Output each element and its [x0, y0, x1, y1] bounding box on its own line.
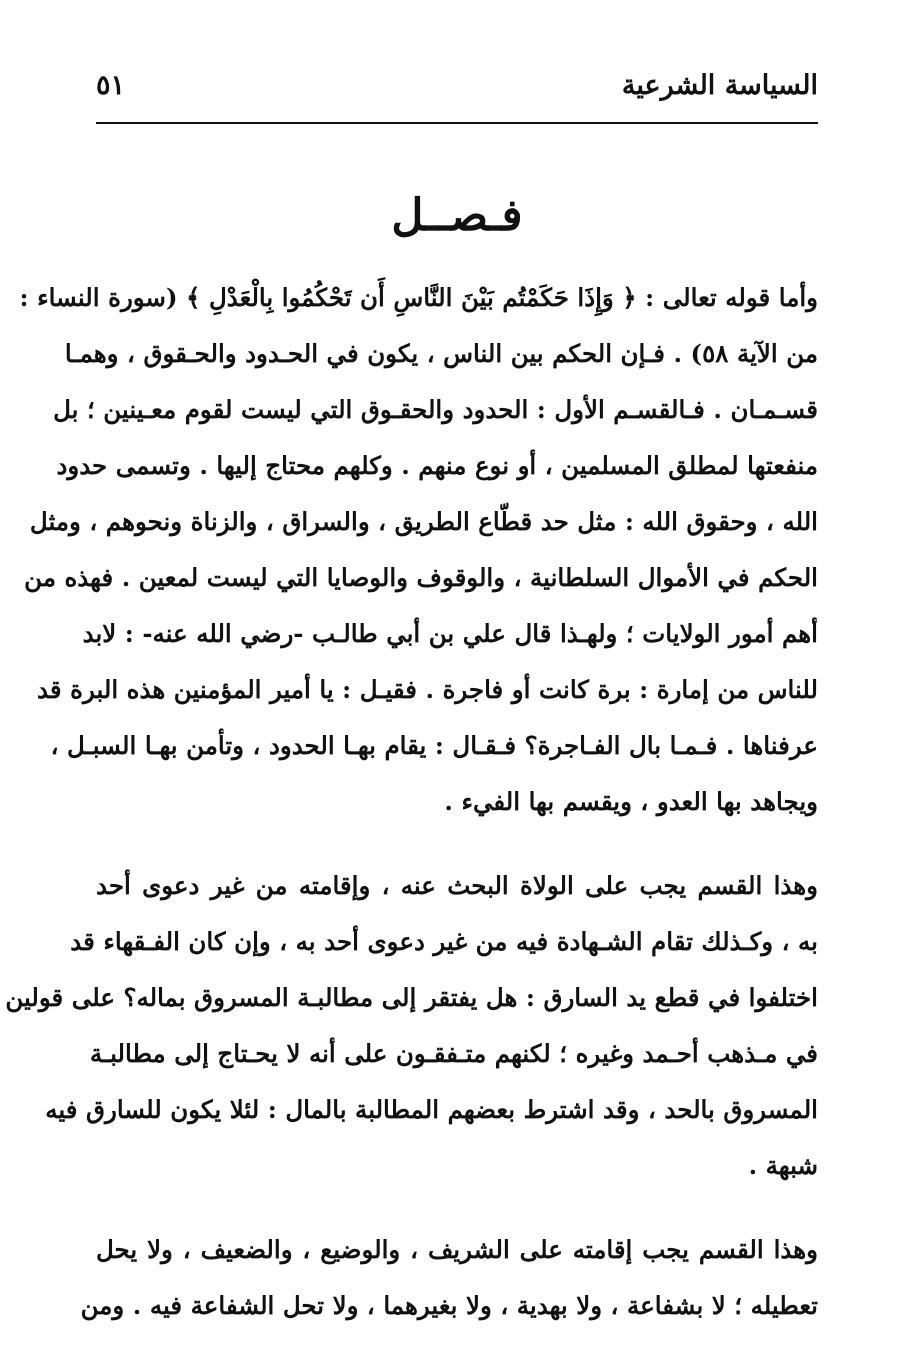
text-line: منفعتها لمطلق المسلمين ، أو نوع منهم . وكلهم محتاج إليها . وتسمى حدود: [56, 451, 818, 480]
text-line: الحكم في الأموال السلطانية ، والوقوف والوصايا التي ليست لمعين . فهذه من: [24, 563, 818, 592]
paragraph-3: [80, 1222, 818, 1334]
text-line: للناس من إمارة : برة كانت أو فاجرة . فقيـل : يا أمير المؤمنين هذه البرة قد: [37, 675, 818, 704]
text-line: من الآية ٥٨) . فـإن الحكم بين الناس ، يكون في الحـدود والحـقوق ، وهمـا: [64, 339, 818, 368]
text-line: المسروق بالحد ، وقد اشترط بعضهم المطالبة بالمال : لئلا يكون للسارق فيه: [45, 1095, 818, 1124]
text-line: الله ، وحقوق الله : مثل حد قطّاع الطريق ، والسراق ، والزناة ونحوهم ، ومثل: [29, 507, 818, 536]
paragraph-1: [19, 270, 818, 830]
header-rule: [96, 122, 818, 124]
paragraph-2: [5, 858, 818, 1194]
running-header: [96, 62, 818, 108]
text-line: أهم أمور الولايات ؛ ولهـذا قال علي بن أبي طالـب -رضي الله عنه- : لابد: [82, 619, 818, 648]
body-text: [5, 270, 818, 1362]
text-line: قسـمـان . فـالقسـم الأول : الحدود والحقـوق التي ليست لقوم معـينين ؛ بل: [53, 395, 818, 424]
text-line: اختلفوا في قطع يد السارق : هل يفتقر إلى مطالبـة المسروق بماله؟ على قولين: [5, 983, 818, 1012]
text-line: به ، وكـذلك تقام الشـهادة فيه من غير دعوى أحد به ، وإن كان الفـقهاء قد: [70, 927, 818, 956]
section-title: فـصــل: [391, 190, 523, 241]
page-number: ٥١: [96, 69, 126, 101]
text-line: عرفناها . فـمـا بال الفـاجرة؟ فـقـال : يقام بهـا الحدود ، وتأمن بهـا السبـل ،: [50, 731, 818, 760]
text-line: وأما قوله تعالى : ﴿ وَإِذَا حَكَمْتُم بَيْنَ النَّاسِ أَن تَحْكُمُوا بِالْعَدْلِ ﴾ (سورة النساء :: [19, 283, 818, 312]
text-line: شبهة .: [748, 1151, 818, 1180]
text-line: تعطيله ؛ لا بشفاعة ، ولا بهدية ، ولا بغيرهما ، ولا تحل الشفاعة فيه . ومن: [80, 1291, 818, 1320]
text-line: في مـذهب أحـمد وغيره ؛ لكنهم متـفقـون على أنه لا يحـتاج إلى مطالبـة: [89, 1039, 818, 1068]
text-line: وهذا القسم يجب على الولاة البحث عنه ، وإقامته من غير دعوى أحد: [96, 871, 818, 900]
book-title: السياسة الشرعية: [621, 69, 818, 101]
text-line: ويجاهد بها العدو ، ويقسم بها الفيء .: [444, 787, 818, 816]
text-line: وهذا القسم يجب إقامته على الشريف ، والوضيع ، والضعيف ، ولا يحل: [96, 1235, 818, 1264]
